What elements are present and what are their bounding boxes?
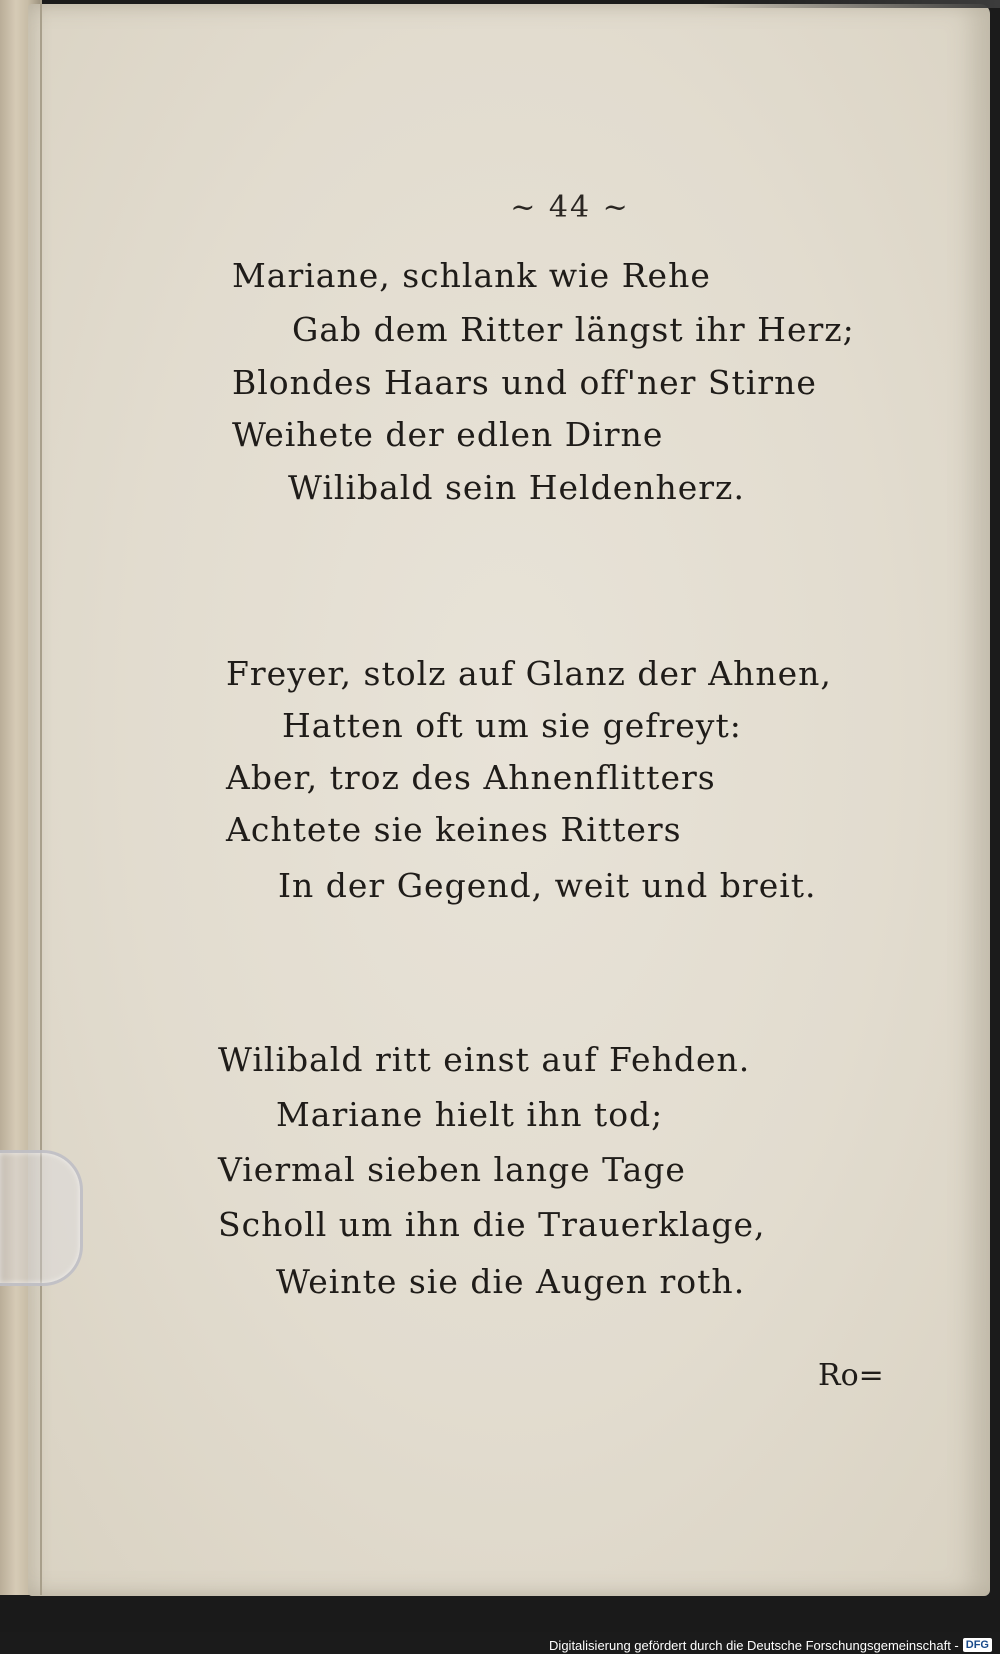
poem-line: Weinte sie die Augen roth. — [276, 1262, 746, 1301]
poem-line: Wilibald sein Heldenherz. — [288, 468, 745, 507]
poem-line: Mariane hielt ihn tod; — [276, 1095, 664, 1134]
poem-line: Freyer, stolz auf Glanz der Ahnen, — [226, 654, 832, 693]
poem-line: In der Gegend, weit und breit. — [278, 866, 817, 905]
poem-line: Blondes Haars und off'ner Stirne — [232, 363, 817, 402]
poem-line: Hatten oft um sie gefreyt: — [282, 706, 742, 745]
poem-line: Weihete der edlen Dirne — [232, 415, 664, 454]
poem-line: Achtete sie keines Ritters — [226, 810, 682, 849]
footer-text: Digitalisierung gefördert durch die Deutsche Forschungsgemeinschaft - — [549, 1637, 959, 1653]
page-clip — [0, 1150, 83, 1286]
footer — [549, 1636, 992, 1654]
poem-line: Viermal sieben lange Tage — [218, 1150, 686, 1189]
bottom-band — [0, 1600, 1000, 1632]
poem-line: Gab dem Ritter längst ihr Herz; — [292, 310, 855, 349]
poem-line: Wilibald ritt einst auf Fehden. — [218, 1040, 751, 1079]
dfg-logo-icon: DFG — [963, 1638, 992, 1652]
poem-line: Scholl um ihn die Trauerklage, — [218, 1205, 766, 1244]
gutter-line — [40, 0, 42, 1595]
catchword: Ro= — [818, 1358, 884, 1393]
poem-line: Mariane, schlank wie Rehe — [232, 256, 711, 295]
page-number: ~ 44 ~ — [510, 190, 630, 225]
top-shadow-strip — [700, 0, 1000, 8]
poem-line: Aber, troz des Ahnenflitters — [226, 758, 716, 797]
